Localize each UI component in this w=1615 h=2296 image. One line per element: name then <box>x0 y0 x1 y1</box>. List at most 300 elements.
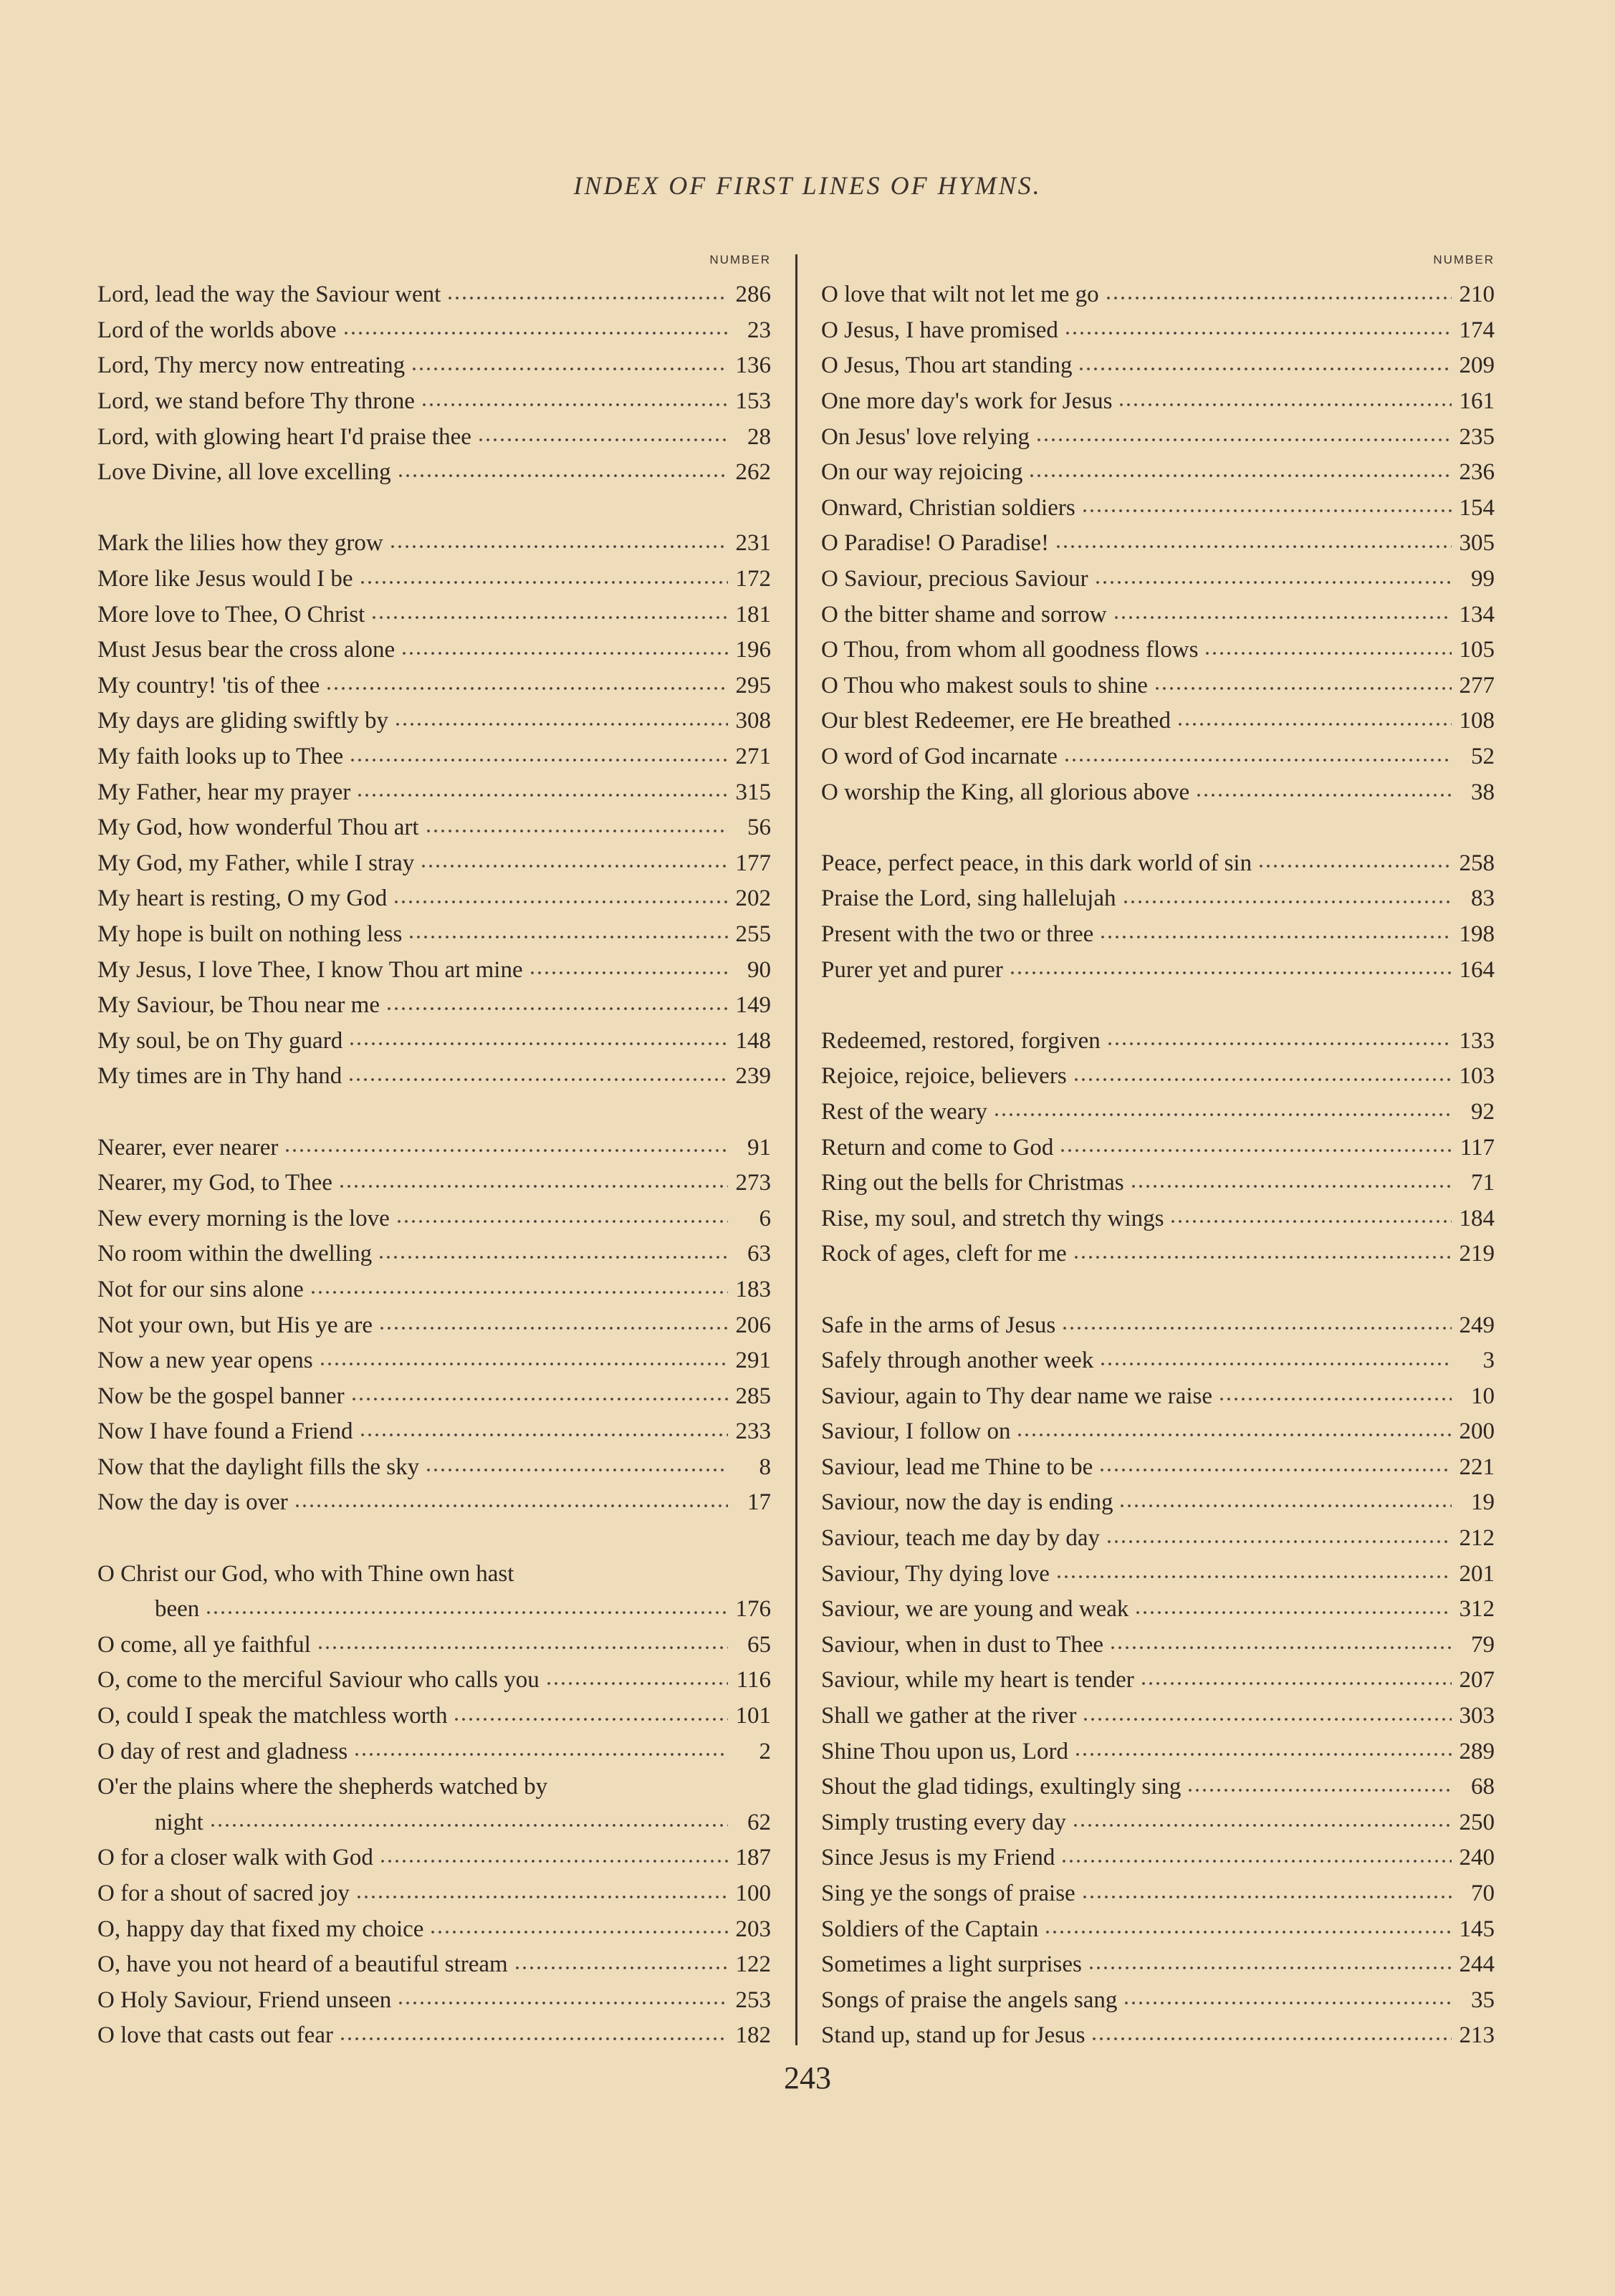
hymn-first-line: O Thou who makest souls to shine <box>821 672 1148 698</box>
section-gap <box>97 1521 771 1557</box>
hymn-first-line: Safe in the arms of Jesus <box>821 1312 1056 1338</box>
hymn-first-line: My hope is built on nothing less <box>97 921 403 947</box>
hymn-number: 262 <box>735 459 771 486</box>
hymn-first-line: Not your own, but His ye are <box>97 1312 373 1338</box>
index-entry <box>97 703 771 739</box>
dot-leader <box>396 1214 728 1229</box>
index-entry <box>97 1059 771 1095</box>
index-entry <box>821 277 1495 313</box>
hymn-first-line: O for a closer walk with God <box>97 1845 373 1871</box>
left-entry-list <box>97 277 771 2054</box>
hymn-first-line: O the bitter shame and sorrow <box>821 601 1107 628</box>
hymn-first-line: night <box>155 1809 203 1835</box>
dot-leader <box>1055 1569 1452 1585</box>
hymn-first-line: Saviour, lead me Thine to be <box>821 1454 1093 1480</box>
hymn-first-line: My soul, be on Thy guard <box>97 1027 343 1054</box>
dot-leader <box>284 1143 728 1158</box>
index-entry <box>97 917 771 953</box>
dot-leader <box>1134 1605 1452 1620</box>
hymn-first-line: Shall we gather at the river <box>821 1703 1077 1729</box>
dot-leader <box>1061 1320 1452 1336</box>
index-entry <box>821 1095 1495 1130</box>
right-entry-list <box>821 277 1495 2054</box>
index-entry <box>97 739 771 775</box>
hymn-number: 8 <box>759 1454 771 1480</box>
index-entry <box>97 1734 771 1769</box>
index-entry <box>97 1236 771 1272</box>
index-entry <box>821 1556 1495 1592</box>
hymn-first-line: My Father, hear my prayer <box>97 779 351 805</box>
dot-leader <box>359 1427 729 1443</box>
dot-leader <box>205 1605 728 1620</box>
hymn-first-line: O Jesus, I have promised <box>821 317 1058 343</box>
hymn-number: 28 <box>747 423 771 450</box>
index-entry <box>821 1059 1495 1095</box>
hymn-first-line: O, have you not heard of a beautiful stream <box>97 1951 508 1978</box>
hymn-first-line: O Jesus, Thou art standing <box>821 352 1073 379</box>
hymn-number: 240 <box>1459 1845 1495 1871</box>
dot-leader <box>453 1711 728 1727</box>
dot-leader <box>1072 1817 1452 1833</box>
hymn-first-line: O Holy Saviour, Friend unseen <box>97 1987 392 2013</box>
index-entry <box>97 1663 771 1699</box>
index-entry <box>821 1592 1495 1628</box>
index-entry <box>97 277 771 313</box>
hymn-number: 273 <box>735 1170 771 1196</box>
hymn-first-line: O Paradise! O Paradise! <box>821 530 1049 557</box>
hymn-first-line: Safely through another week <box>821 1348 1094 1374</box>
hymn-number: 3 <box>1482 1348 1495 1374</box>
dot-leader <box>1106 1036 1452 1052</box>
dot-leader <box>1105 290 1452 306</box>
hymn-number: 183 <box>735 1276 771 1302</box>
column-divider <box>795 254 797 2045</box>
index-entry <box>97 1414 771 1450</box>
dot-leader <box>397 1995 728 2011</box>
hymn-first-line: Lord, Thy mercy now entreating <box>97 352 406 379</box>
dot-leader <box>1195 787 1452 803</box>
dot-leader <box>1118 1498 1452 1514</box>
index-entry <box>97 2018 771 2054</box>
index-entry <box>97 1343 771 1379</box>
hymn-first-line: O for a shout of sacred joy <box>97 1880 350 1907</box>
hymn-number: 308 <box>735 708 771 734</box>
hymn-number: 100 <box>735 1880 771 1907</box>
index-entry <box>821 1769 1495 1805</box>
index-entry <box>821 774 1495 810</box>
index-entry <box>821 703 1495 739</box>
right-column-header: NUMBER <box>1433 253 1495 266</box>
dot-leader <box>1035 432 1452 448</box>
hymn-first-line: New every morning is the love <box>97 1205 390 1231</box>
dot-leader <box>477 432 728 448</box>
index-entry <box>821 633 1495 668</box>
section-gap <box>97 1095 771 1130</box>
hymn-number: 68 <box>1471 1774 1495 1800</box>
dot-leader <box>355 1889 728 1905</box>
dot-leader <box>1109 1640 1452 1656</box>
dot-leader <box>339 2031 728 2047</box>
dot-leader <box>378 1249 728 1265</box>
dot-leader <box>1081 1889 1452 1905</box>
hymn-first-line: My God, my Father, while I stray <box>97 850 415 876</box>
hymn-number: 103 <box>1459 1063 1495 1090</box>
hymn-number: 289 <box>1459 1738 1495 1764</box>
index-entry <box>821 1378 1495 1414</box>
hymn-number: 176 <box>735 1596 771 1623</box>
dot-leader <box>294 1498 728 1514</box>
hymn-number: 249 <box>1459 1312 1495 1338</box>
hymn-number: 91 <box>747 1134 771 1161</box>
hymn-number: 196 <box>735 637 771 663</box>
hymn-number: 172 <box>735 566 771 592</box>
index-entry <box>821 1628 1495 1663</box>
dot-leader <box>1204 645 1452 661</box>
hymn-number: 231 <box>735 530 771 557</box>
hymn-first-line: My heart is resting, O my God <box>97 885 388 912</box>
index-entry <box>97 1272 771 1308</box>
index-entry <box>97 1023 771 1059</box>
hymn-first-line: Return and come to God <box>821 1134 1054 1161</box>
hymn-number: 2 <box>759 1738 771 1764</box>
hymn-first-line: O love that wilt not let me go <box>821 282 1099 308</box>
hymn-number: 255 <box>735 921 771 947</box>
dot-leader <box>1016 1427 1452 1443</box>
dot-leader <box>420 858 728 874</box>
hymn-first-line: My days are gliding swiftly by <box>97 708 389 734</box>
dot-leader <box>411 361 728 377</box>
dot-leader <box>1094 575 1452 590</box>
hymn-first-line: Now the day is over <box>97 1489 288 1516</box>
dot-leader <box>319 1356 728 1372</box>
index-entry <box>97 1840 771 1876</box>
hymn-number: 148 <box>735 1027 771 1054</box>
hymn-first-line: O Saviour, precious Saviour <box>821 566 1088 592</box>
hymn-first-line: O Thou, from whom all goodness flows <box>821 637 1199 663</box>
dot-leader <box>1099 1356 1452 1372</box>
hymn-number: 236 <box>1459 459 1495 486</box>
hymn-number: 253 <box>735 1987 771 2013</box>
hymn-number: 79 <box>1471 1631 1495 1658</box>
dot-leader <box>394 716 728 732</box>
hymn-first-line: O'er the plains where the shepherds watched by <box>97 1774 548 1800</box>
hymn-number: 117 <box>1460 1134 1495 1161</box>
hymn-first-line: Now be the gospel banner <box>97 1383 345 1409</box>
index-entry <box>821 1983 1495 2019</box>
dot-leader <box>425 1462 728 1478</box>
hymn-number: 52 <box>1471 744 1495 770</box>
hymn-number: 17 <box>747 1489 771 1516</box>
dot-leader <box>1218 1391 1452 1407</box>
index-entry <box>97 419 771 455</box>
hymn-first-line: More like Jesus would I be <box>97 566 353 592</box>
index-entry <box>821 1450 1495 1486</box>
index-entry <box>97 1805 771 1841</box>
dot-leader <box>401 645 728 661</box>
dot-leader <box>408 929 728 945</box>
dot-leader <box>1073 1249 1452 1265</box>
hymn-number: 19 <box>1471 1489 1495 1516</box>
hymn-number: 221 <box>1459 1454 1495 1480</box>
index-entry <box>821 526 1495 562</box>
dot-leader <box>1082 1711 1452 1727</box>
dot-leader <box>1055 539 1452 554</box>
index-entry <box>97 1699 771 1734</box>
dot-leader <box>1187 1782 1452 1798</box>
hymn-number: 63 <box>747 1241 771 1267</box>
hymn-first-line: Saviour, Thy dying love <box>821 1560 1050 1587</box>
index-entry <box>821 1130 1495 1166</box>
dot-leader <box>993 1107 1452 1123</box>
index-entry <box>821 313 1495 349</box>
index-entry <box>97 988 771 1024</box>
index-entry <box>821 668 1495 704</box>
hymn-first-line: Sing ye the songs of praise <box>821 1880 1075 1907</box>
hymn-first-line: Saviour, when in dust to Thee <box>821 1631 1104 1658</box>
hymn-number: 202 <box>735 885 771 912</box>
hymn-first-line: O love that casts out fear <box>97 2022 333 2049</box>
hymn-number: 305 <box>1459 530 1495 557</box>
index-entry <box>97 1983 771 2019</box>
dot-leader <box>1009 965 1452 981</box>
index-entry <box>97 1769 771 1805</box>
dot-leader <box>317 1640 728 1656</box>
hymn-first-line: Lord, we stand before Thy throne <box>97 388 415 415</box>
hymn-number: 271 <box>735 744 771 770</box>
hymn-number: 198 <box>1459 921 1495 947</box>
index-entry <box>821 1023 1495 1059</box>
hymn-first-line: Saviour, I follow on <box>821 1418 1011 1445</box>
hymn-first-line: Rejoice, rejoice, believers <box>821 1063 1067 1090</box>
index-entry <box>821 1236 1495 1272</box>
hymn-first-line: O, come to the merciful Saviour who calls you <box>97 1667 540 1694</box>
section-gap <box>821 810 1495 846</box>
hymn-first-line: Songs of praise the angels sang <box>821 1987 1118 2013</box>
hymn-first-line: Onward, Christian soldiers <box>821 494 1075 521</box>
hymn-first-line: O day of rest and gladness <box>97 1738 348 1764</box>
index-entry <box>97 1201 771 1236</box>
hymn-number: 101 <box>735 1703 771 1729</box>
hymn-number: 92 <box>1471 1098 1495 1125</box>
hymn-first-line: Now I have found a Friend <box>97 1418 353 1445</box>
hymn-number: 181 <box>735 601 771 628</box>
dot-leader <box>1064 325 1452 341</box>
hymn-first-line: O word of God incarnate <box>821 744 1058 770</box>
dot-leader <box>1140 1676 1452 1691</box>
index-entry <box>97 1876 771 1912</box>
index-entry <box>821 1947 1495 1983</box>
hymn-first-line: More love to Thee, O Christ <box>97 601 365 628</box>
dot-leader <box>1169 1214 1452 1229</box>
hymn-number: 23 <box>747 317 771 343</box>
index-entry <box>97 348 771 384</box>
hymn-first-line: Stand up, stand up for Jesus <box>821 2022 1086 2049</box>
index-entry <box>821 1166 1495 1201</box>
hymn-first-line: O come, all ye faithful <box>97 1631 311 1658</box>
hymn-first-line: Present with the two or three <box>821 921 1094 947</box>
dot-leader <box>389 539 728 554</box>
dot-leader <box>1091 2031 1452 2047</box>
dot-leader <box>1106 1534 1452 1550</box>
index-entry <box>97 597 771 633</box>
dot-leader <box>353 1747 728 1762</box>
index-entry <box>97 1378 771 1414</box>
hymn-first-line: On Jesus' love relying <box>821 423 1030 450</box>
hymn-first-line: Saviour, teach me day by day <box>821 1525 1101 1552</box>
dot-leader <box>421 397 728 413</box>
index-entry <box>821 419 1495 455</box>
section-gap <box>821 988 1495 1024</box>
dot-leader <box>1073 1072 1452 1087</box>
hymn-first-line: O Christ our God, who with Thine own hast <box>97 1560 514 1587</box>
hymn-first-line: Soldiers of the Captain <box>821 1916 1039 1942</box>
dot-leader <box>359 575 728 590</box>
hymn-first-line: Now a new year opens <box>97 1348 313 1374</box>
hymn-first-line: My God, how wonderful Thou art <box>97 815 419 841</box>
hymn-first-line: Purer yet and purer <box>821 956 1003 983</box>
index-entry <box>97 1947 771 1983</box>
hymn-number: 277 <box>1459 672 1495 698</box>
page-number: 243 <box>784 2060 831 2095</box>
hymn-first-line: Lord of the worlds above <box>97 317 337 343</box>
dot-leader <box>325 681 728 696</box>
dot-leader <box>1074 1747 1452 1762</box>
hymn-first-line: Love Divine, all love excelling <box>97 459 391 486</box>
index-entry <box>97 846 771 882</box>
hymn-number: 56 <box>747 815 771 841</box>
hymn-number: 99 <box>1471 566 1495 592</box>
dot-leader <box>1257 858 1452 874</box>
dot-leader <box>379 1853 728 1869</box>
index-entry <box>821 739 1495 775</box>
index-entry <box>97 810 771 846</box>
dot-leader <box>529 965 728 981</box>
hymn-number: 71 <box>1471 1170 1495 1196</box>
hymn-first-line: On our way rejoicing <box>821 459 1023 486</box>
hymn-first-line: O, could I speak the matchless worth <box>97 1703 448 1729</box>
hymn-number: 70 <box>1471 1880 1495 1907</box>
hymn-first-line: Now that the daylight fills the sky <box>97 1454 420 1480</box>
index-entry <box>821 1485 1495 1521</box>
hymn-number: 200 <box>1459 1418 1495 1445</box>
index-entry <box>821 1343 1495 1379</box>
index-entry <box>821 348 1495 384</box>
hymn-number: 206 <box>735 1312 771 1338</box>
dot-leader <box>429 1924 728 1940</box>
index-entry <box>97 1450 771 1486</box>
hymn-number: 116 <box>736 1667 771 1694</box>
index-entry <box>97 1130 771 1166</box>
hymn-number: 233 <box>735 1418 771 1445</box>
dot-leader <box>1059 1143 1452 1158</box>
index-entry <box>97 526 771 562</box>
hymn-number: 145 <box>1459 1916 1495 1942</box>
index-entry <box>97 668 771 704</box>
hymn-number: 212 <box>1459 1525 1495 1552</box>
dot-leader <box>1154 681 1452 696</box>
hymn-number: 303 <box>1459 1703 1495 1729</box>
hymn-number: 6 <box>759 1205 771 1231</box>
index-entry <box>821 1663 1495 1699</box>
hymn-first-line: Ring out the bells for Christmas <box>821 1170 1124 1196</box>
dot-leader <box>514 1960 728 1976</box>
dot-leader <box>1122 894 1452 910</box>
index-entry <box>821 1911 1495 1947</box>
hymn-number: 149 <box>735 992 771 1019</box>
hymn-first-line: O, happy day that fixed my choice <box>97 1916 424 1942</box>
hymn-number: 312 <box>1459 1596 1495 1623</box>
hymn-number: 133 <box>1459 1027 1495 1054</box>
dot-leader <box>370 610 728 625</box>
hymn-number: 83 <box>1471 885 1495 912</box>
dot-leader <box>425 823 729 839</box>
dot-leader <box>393 894 728 910</box>
index-entry <box>97 633 771 668</box>
dot-leader <box>1088 1960 1452 1976</box>
hymn-number: 134 <box>1459 601 1495 628</box>
hymn-number: 285 <box>735 1383 771 1409</box>
hymn-first-line: Lord, lead the way the Saviour went <box>97 282 441 308</box>
index-entry <box>821 881 1495 917</box>
hymn-first-line: Lord, with glowing heart I'd praise thee <box>97 423 471 450</box>
hymn-first-line: Praise the Lord, sing hallelujah <box>821 885 1116 912</box>
dot-leader <box>545 1676 728 1691</box>
hymn-number: 201 <box>1459 1560 1495 1587</box>
dot-leader <box>1099 929 1452 945</box>
index-entry <box>97 1911 771 1947</box>
index-entry <box>821 1414 1495 1450</box>
dot-leader <box>209 1817 728 1833</box>
dot-leader <box>310 1284 728 1300</box>
hymn-first-line: My Jesus, I love Thee, I know Thou art mine <box>97 956 523 983</box>
index-entry <box>821 1805 1495 1841</box>
hymn-number: 164 <box>1459 956 1495 983</box>
index-entry <box>821 846 1495 882</box>
section-gap <box>821 1272 1495 1308</box>
index-entry <box>97 1166 771 1201</box>
hymn-number: 154 <box>1459 494 1495 521</box>
hymn-first-line: One more day's work for Jesus <box>821 388 1113 415</box>
hymn-number: 235 <box>1459 423 1495 450</box>
hymn-first-line: My Saviour, be Thou near me <box>97 992 380 1019</box>
hymn-number: 187 <box>735 1845 771 1871</box>
index-entry <box>821 1840 1495 1876</box>
index-entry <box>97 455 771 491</box>
dot-leader <box>1078 361 1452 377</box>
hymn-number: 177 <box>735 850 771 876</box>
hymn-first-line: My country! 'tis of thee <box>97 672 320 698</box>
hymn-number: 10 <box>1471 1383 1495 1409</box>
dot-leader <box>1063 752 1452 768</box>
dot-leader <box>1123 1995 1452 2011</box>
hymn-first-line: Nearer, ever nearer <box>97 1134 279 1161</box>
dot-leader <box>1130 1178 1452 1194</box>
hymn-number: 203 <box>735 1916 771 1942</box>
hymn-first-line: Shine Thou upon us, Lord <box>821 1738 1068 1764</box>
hymn-number: 108 <box>1459 708 1495 734</box>
index-entry <box>821 455 1495 491</box>
dot-leader <box>446 290 728 306</box>
hymn-first-line: Saviour, we are young and weak <box>821 1596 1129 1623</box>
index-entry <box>97 1485 771 1521</box>
dot-leader <box>1176 716 1452 732</box>
hymn-first-line: No room within the dwelling <box>97 1241 373 1267</box>
dot-leader <box>385 1001 728 1017</box>
hymn-number: 291 <box>735 1348 771 1374</box>
index-entry <box>821 1307 1495 1343</box>
dot-leader <box>342 325 728 341</box>
hymn-number: 122 <box>735 1951 771 1978</box>
